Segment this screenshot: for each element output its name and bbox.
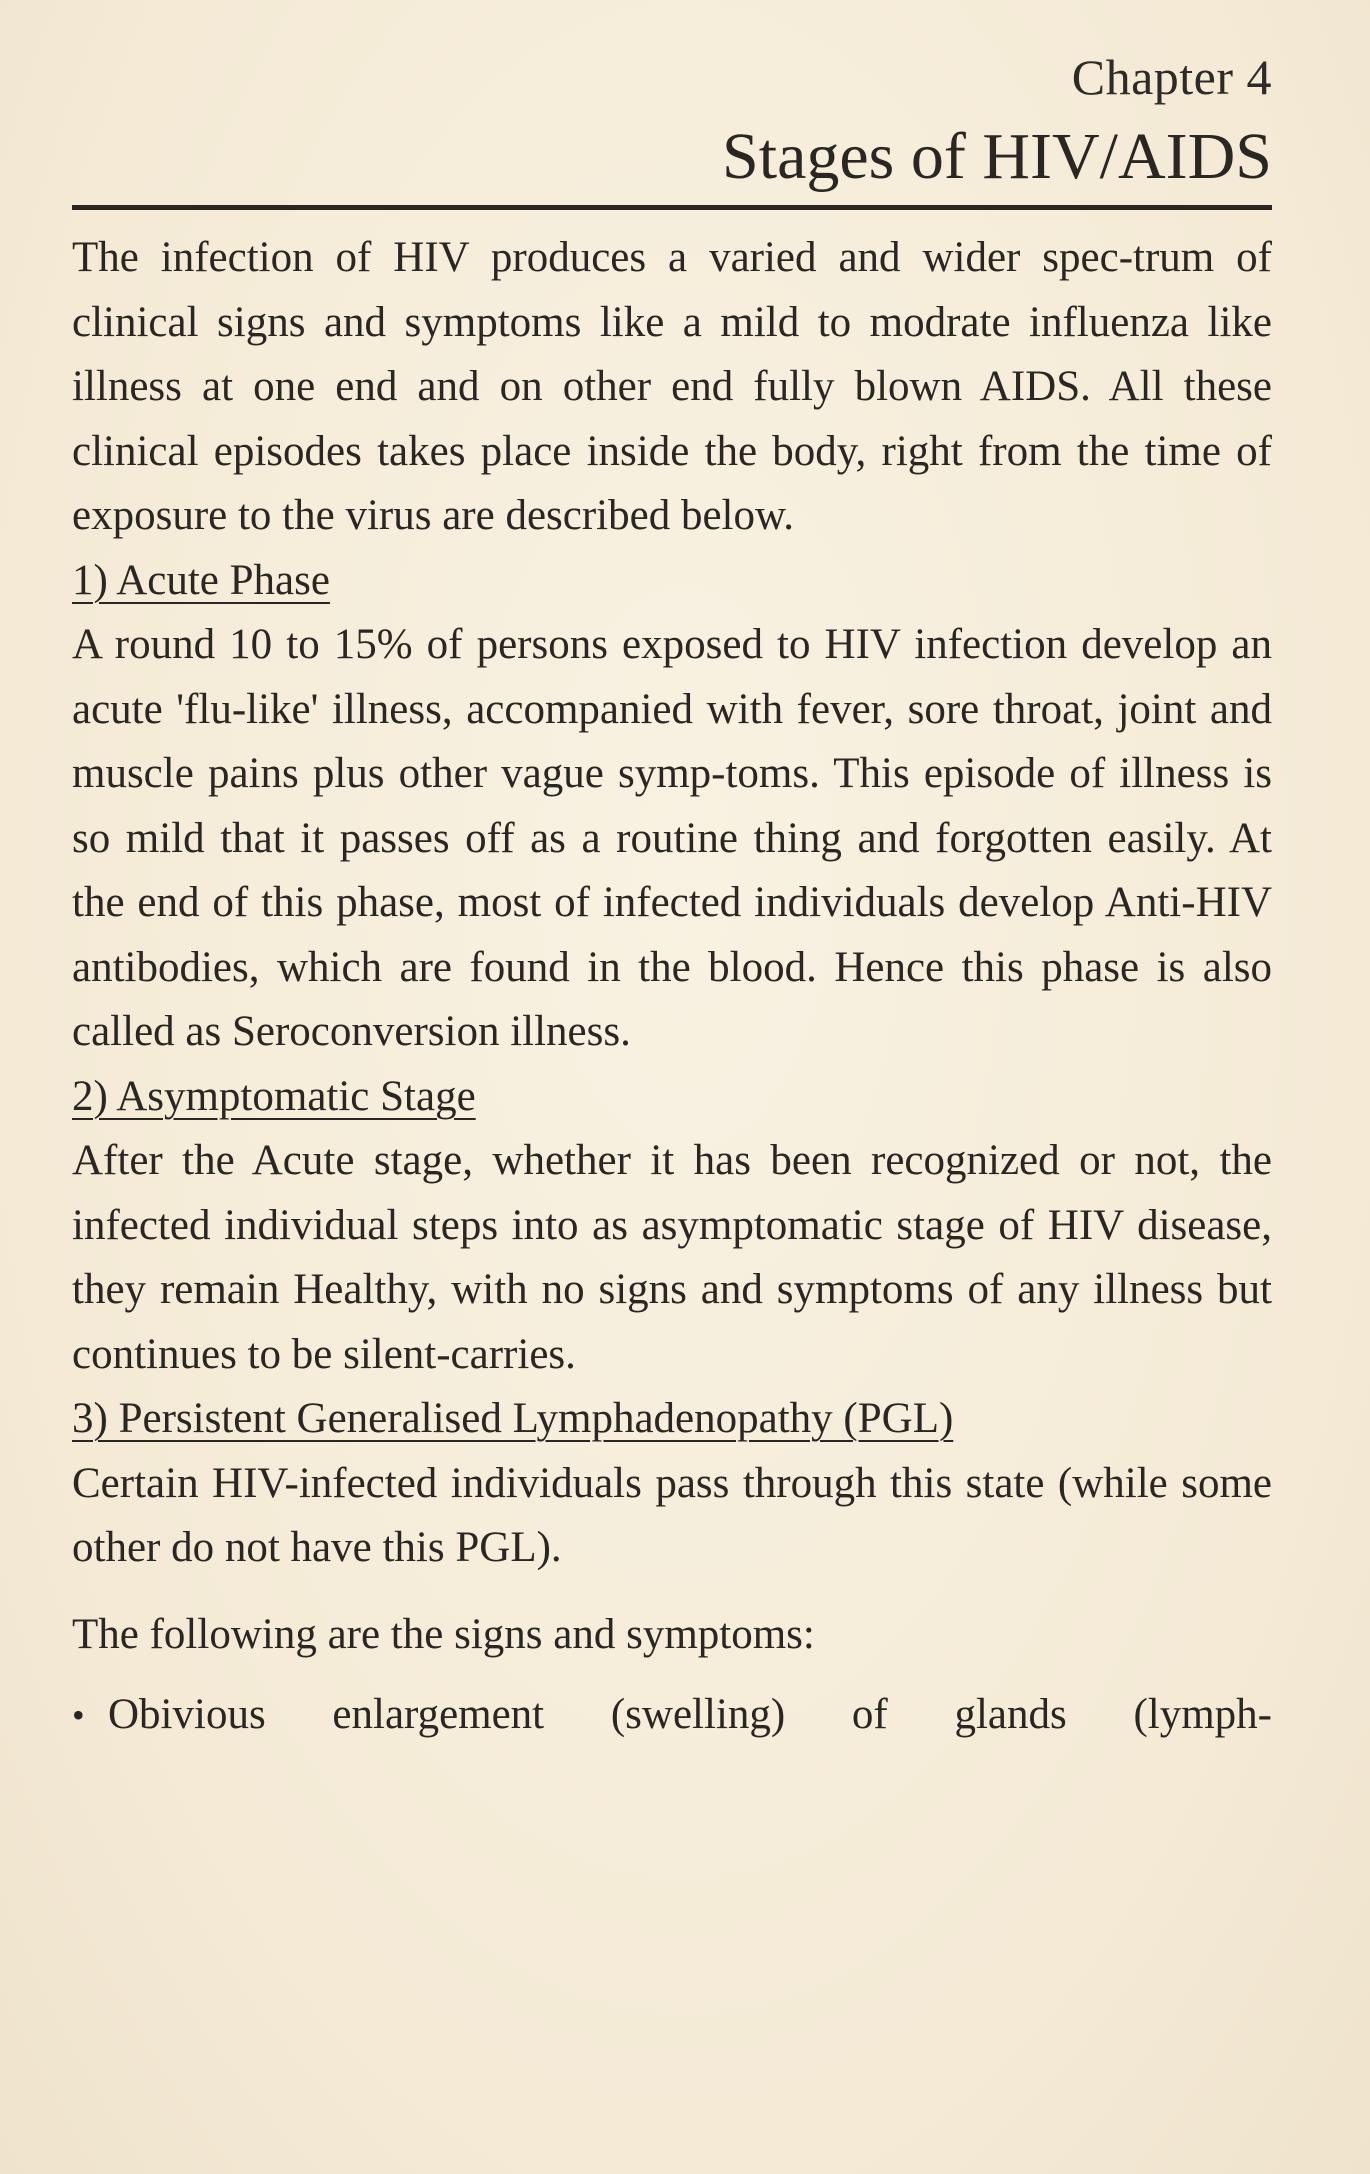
pgl-paragraph: Certain HIV-infected individuals pass through this state (while some other do not have this PGL). (72, 1459, 1272, 1571)
bullet-text: Obivious enlargement (swelling) of glands (lymph- (108, 1691, 1272, 1738)
section-heading-asymptomatic-stage: 2) Asymptomatic Stage (72, 1072, 476, 1120)
signs-intro-paragraph: The following are the signs and symptoms: (72, 1610, 815, 1658)
asymptomatic-stage-paragraph: After the Acute stage, whether it has been recognized or not, the infected individual steps into as asymptomatic stage of HIV disease, they remain Healthy, with no signs and symptoms of any illness but continues to be silent-carries. (72, 1137, 1272, 1378)
bullet-icon: • (72, 1695, 85, 1735)
chapter-title: Stages of HIV/AIDS (722, 120, 1272, 193)
section-heading-pgl: 3) Persistent Generalised Lymphadenopathy (PGL) (72, 1395, 954, 1442)
acute-phase-paragraph: A round 10 to 15% of persons exposed to HIV infection develop an acute 'flu-like' illness, accompanied with fever, sore throat, joint and muscle pains plus other vague symp-toms. This episode of illness is so mild that it passes off as a routine thing and forgotten easily. At the end of this phase, most of infected individuals develop Anti-HIV antibodies, which are found in the blood. Hence this phase is also called as Seroconversion illness. (72, 621, 1272, 1055)
section-heading-acute-phase: 1) Acute Phase (72, 556, 330, 604)
chapter-header (72, 49, 1272, 193)
chapter-body (72, 226, 1272, 1748)
intro-paragraph: The infection of HIV produces a varied and wider spec-trum of clinical signs and symptoms like a mild to modrate influenza like illness at one end and on other end fully blown AIDS. All these clinical episodes takes place inside the body, right from the time of exposure to the virus are described below. (72, 234, 1272, 539)
chapter-number: Chapter 4 (1071, 49, 1272, 105)
bullet-item (72, 1683, 1272, 1748)
header-rule (72, 205, 1272, 210)
